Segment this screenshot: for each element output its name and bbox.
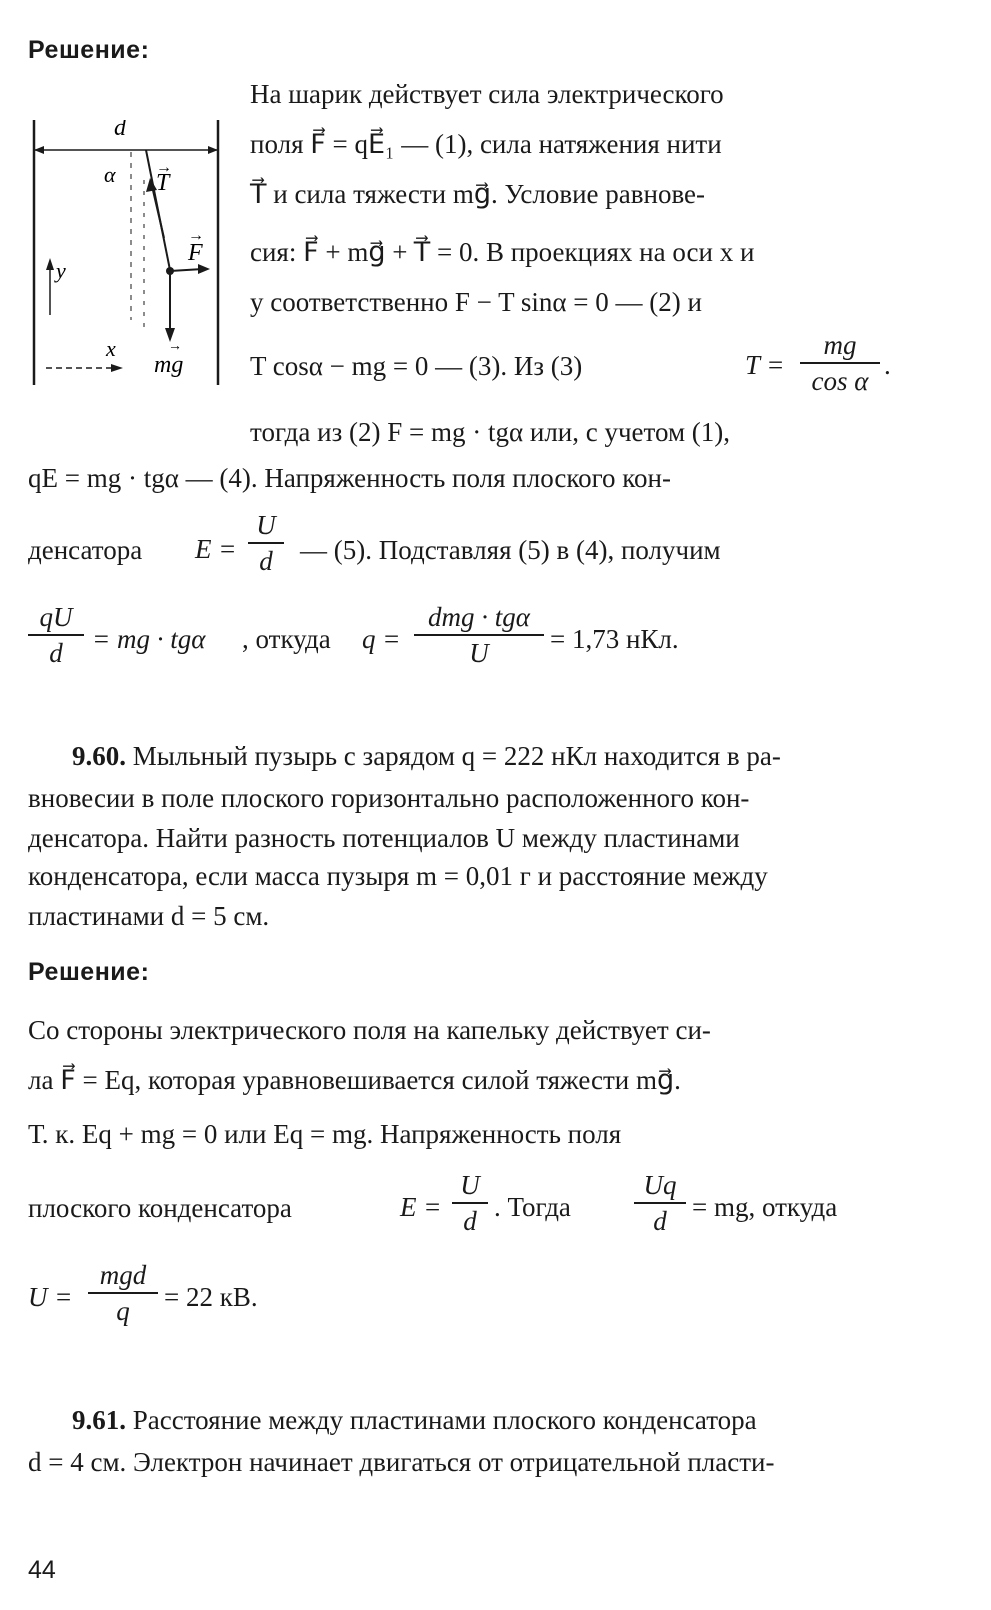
sol1-line-10: — (5). Подставляя (5) в (4), получим [300,535,721,565]
d-arrow-left [34,146,44,154]
sol2-fraction-U-numerator: mgd [99,1260,147,1290]
solution-heading-1: Решение: [28,36,150,64]
sol2-line-5: . Тогда [494,1192,571,1222]
sol2-frac-U-lhs: U = [28,1282,73,1312]
sol1-line-5: y соответственно F − T sinα = 0 — (2) и [250,287,702,317]
sol1-line-4: сия: F⃗ + mg⃗ + T⃗ = 0. В проекциях на оси x и [250,237,755,267]
problem-960-line-4: конденсатора, если масса пузыря m = 0,01 г и расстояние между [28,861,768,891]
fraction-qU [28,602,84,668]
fraction-q-denominator: U [469,638,489,668]
label-mg-arrow: → [168,339,182,354]
fraction-qU-numerator: qU [39,602,73,632]
pendulum-diagram [28,120,233,390]
solution-heading-2: Решение: [28,958,150,986]
fraction-T-denominator: cos α [811,366,869,396]
label-T: T [156,170,170,196]
sol2-fraction-E-numerator: U [460,1170,480,1200]
sol2-line-4: плоского конденсатора [28,1193,292,1223]
problem-960-line-3: денсатора. Найти разность потенциалов U между пластинами [28,823,740,853]
label-mg: mg [154,352,184,378]
sol2-fraction-E-denominator: d [463,1206,477,1236]
fraction-E-denominator: d [259,546,273,576]
frac-T-tail: . [884,350,891,380]
fraction-q-numerator: dmg · tgα [428,602,530,632]
label-F-arrow: → [188,227,204,244]
fraction-E [248,510,284,576]
label-x: x [106,336,116,361]
x-axis-arrowhead [111,364,123,372]
label-y: y [56,258,66,283]
sol2-line-7: = 22 кВ. [164,1282,258,1312]
sol2-fraction-U-denominator: q [116,1296,130,1326]
problem-960-line-5: пластинами d = 5 см. [28,901,270,931]
sol2-line-2: ла F⃗ = Eq, которая уравновешивается силой тяжести mg⃗. [28,1065,681,1095]
fraction-bar [414,634,544,636]
sol2-fraction-Uq-denominator: d [653,1206,667,1236]
fraction-bar [88,1292,158,1294]
sol2-fraction-Uq [634,1170,686,1236]
fraction-q [414,602,544,668]
problem-960-number: 9.60. [72,741,126,771]
sol1-line-1: На шарик действует сила электрического [250,79,724,109]
sol1-line-3: T⃗ и сила тяжести mg⃗. Условие равнове- [250,179,706,209]
problem-961-text-1: Расстояние между пластинами плоского конденсатора [132,1405,757,1435]
fraction-bar [248,542,284,544]
fraction-bar [634,1202,686,1204]
y-axis-arrowhead [46,258,54,270]
sol1-line-8: qE = mg · tgα — (4). Напряженность поля плоского кон- [28,463,671,493]
fraction-bar [800,362,880,364]
sol2-fraction-E [452,1170,488,1236]
sol1-line-9: денсатора [28,535,143,565]
sol2-fraction-U [88,1260,158,1326]
problem-961-number: 9.61. [72,1405,126,1435]
sol1-line-12: = 1,73 нКл. [550,624,679,654]
sol2-frac-E-lhs: E = [400,1192,442,1222]
fraction-bar [28,634,84,636]
fraction-T-numerator: mg [823,330,857,360]
frac-q-lhs: q = [362,624,401,654]
problem-960-text-1: Мыльный пузырь с зарядом q = 222 нКл находится в ра- [132,741,781,771]
pendulum-diagram-svg [28,120,233,390]
frac-qU-rhs: = mg · tgα [92,624,206,654]
label-d: d [114,120,126,141]
label-F: F [188,240,203,266]
fraction-T [800,330,880,396]
fraction-bar [452,1202,488,1204]
page-number: 44 [28,1556,56,1584]
problem-961-line-1 [72,1404,757,1436]
sol1-line-7: тогда из (2) F = mg · tgα или, с учетом (1), [250,417,731,447]
problem-961-line-2: d = 4 см. Электрон начинает двигаться от отрицательной пласти- [28,1447,775,1477]
fraction-qU-denominator: d [49,638,63,668]
sol1-line-2: поля F⃗ = qE⃗₁ — (1), сила натяжения нити [250,129,722,159]
frac-T-lhs: T = [745,350,785,380]
d-arrow-right [208,146,218,154]
problem-960-line-1 [72,740,781,772]
sol1-line-6: T cosα − mg = 0 — (3). Из (3) [250,351,583,381]
problem-960-line-2: вновесии в поле плоского горизонтально расположенного кон- [28,783,750,813]
sol2-line-6: = mg, откуда [692,1192,838,1222]
sol1-line-11: , откуда [242,624,331,654]
label-alpha: α [104,162,116,187]
label-T-arrow: → [156,159,172,176]
sol2-line-1: Со стороны электрического поля на капельку действует си- [28,1015,711,1045]
sol2-fraction-Uq-numerator: Uq [643,1170,677,1200]
frac-E-lhs: E = [195,534,237,564]
sol2-line-3: Т. к. Eq + mg = 0 или Eq = mg. Напряженность поля [28,1119,622,1149]
fraction-E-numerator: U [256,510,276,540]
